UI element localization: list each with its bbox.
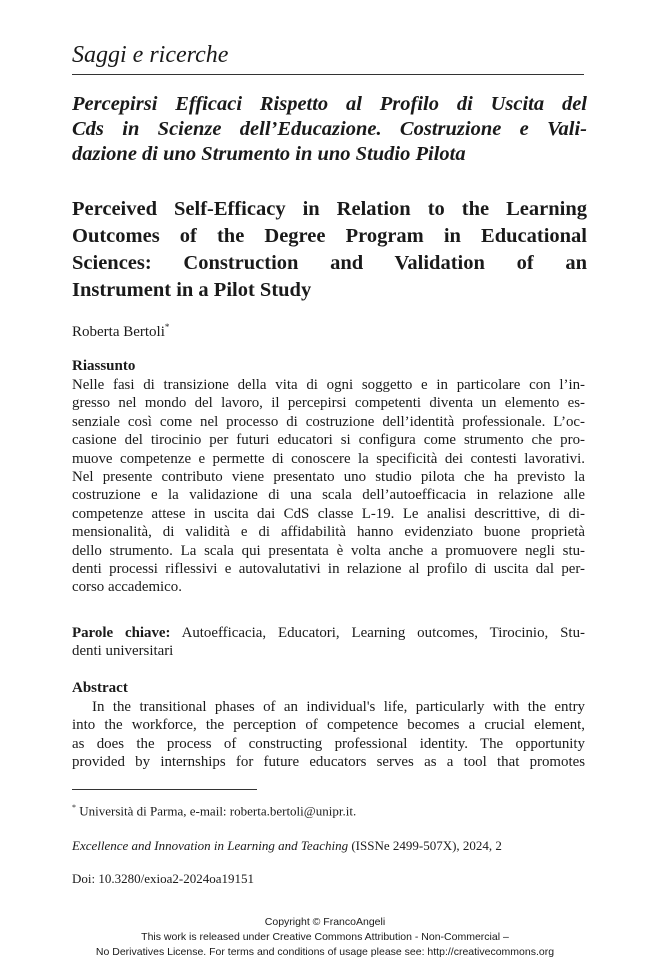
keywords — [72, 624, 585, 661]
license-line: This work is released under Creative Commons Attribution - Non-Commercial – — [141, 931, 509, 943]
license-notice — [0, 915, 650, 960]
journal-details: (ISSNe 2499-507X), 2024, 2 — [351, 838, 502, 853]
abstract-heading: Abstract — [72, 680, 128, 696]
abstract-body — [72, 698, 585, 772]
riassunto-line: muove competenze e permette di conoscere la specificità dei contesti lavorativi. — [72, 450, 585, 467]
journal-name: Excellence and Innovation in Learning and Teaching — [72, 838, 349, 853]
riassunto-line: casione del tirocinio per futuri educatori si configura come strumento che pro- — [72, 432, 585, 449]
riassunto-line: costruzione e la validazione di una scala dell’autoefficacia in relazione alle — [72, 487, 585, 504]
riassunto-line: corso accademico. — [72, 579, 182, 596]
riassunto-heading: Riassunto — [72, 358, 136, 374]
abstract-line: In the transitional phases of an individual's life, particularly with the entry — [92, 699, 585, 715]
title-en-line: Sciences: Construction and Validation of an — [72, 252, 587, 274]
title-en-line: Perceived Self-Efficacy in Relation to the Learning — [72, 198, 587, 220]
abstract-line: into the workforce, the perception of competence becomes a crucial element, — [72, 717, 585, 734]
journal-citation — [72, 838, 502, 854]
header-rule — [72, 74, 584, 75]
riassunto-body — [72, 376, 585, 597]
footnote-mark: * — [72, 803, 76, 812]
doi: Doi: 10.3280/exioa2-2024oa19151 — [72, 871, 254, 886]
riassunto-line: competenze attese in uscita dai CdS classe L-19. Le analisi descrittive, di di- — [72, 505, 585, 522]
title-en-line: Instrument in a Pilot Study — [72, 279, 312, 301]
riassunto-line: mensionalità, di validità e di affidabilità hanno evidenziato buone proprietà — [72, 524, 585, 541]
author-footnote-mark: * — [164, 322, 170, 332]
keywords-line — [72, 624, 585, 642]
riassunto-line: senziale così come nel processo di costruzione dell’identità professionale. L’oc- — [72, 413, 585, 430]
footnote-rule — [72, 789, 257, 790]
title-en-line: Outcomes of the Degree Program in Educational — [72, 225, 587, 247]
footnote — [72, 803, 356, 819]
section-label: Saggi e ricerche — [72, 42, 229, 68]
title-italian — [72, 92, 587, 167]
author-name: Roberta Bertoli — [72, 324, 165, 340]
title-it-line: Percepirsi Efficaci Rispetto al Profilo di Uscita del — [72, 93, 587, 115]
riassunto-line: Nelle fasi di transizione della vita di ogni soggetto e in particolare con l’in- — [72, 377, 585, 393]
title-english — [72, 196, 587, 304]
copyright-line: Copyright © FrancoAngeli — [264, 916, 386, 928]
riassunto-line: gresso nel mondo del lavoro, il percepirsi competenti diventa un elemento es- — [72, 395, 585, 412]
abstract-line: as does the process of constructing professional identity. The opportunity — [72, 735, 585, 752]
keywords-line: denti universitari — [72, 643, 174, 660]
riassunto-line: denti processi riflessivi e autovalutativi in relazione al profilo di uscita dal per- — [72, 561, 585, 578]
title-it-line: dazione di uno Strumento in uno Studio Pilota — [72, 143, 466, 165]
title-it-line: Cds in Scienze dell’Educazione. Costruzione e Vali- — [72, 118, 587, 140]
footnote-text: Università di Parma, e-mail: roberta.bertoli@unipr.it. — [79, 803, 357, 819]
abstract-line: provided by internships for future educators serves as a tool that promotes — [72, 754, 585, 771]
keywords-text: Autoefficacia, Educatori, Learning outcomes, Tirocinio, Stu- — [181, 625, 585, 641]
riassunto-line: dello strumento. La scala qui presentata è volta anche a promuovere negli stu- — [72, 542, 585, 559]
keywords-label: Parole chiave: — [72, 625, 171, 641]
riassunto-line: Nel presente contributo viene presentato uno studio pilota che ha previsto la — [72, 469, 585, 486]
author — [72, 322, 169, 341]
license-line: No Derivatives License. For terms and conditions of usage please see: http://creativecommons.org — [95, 946, 555, 958]
